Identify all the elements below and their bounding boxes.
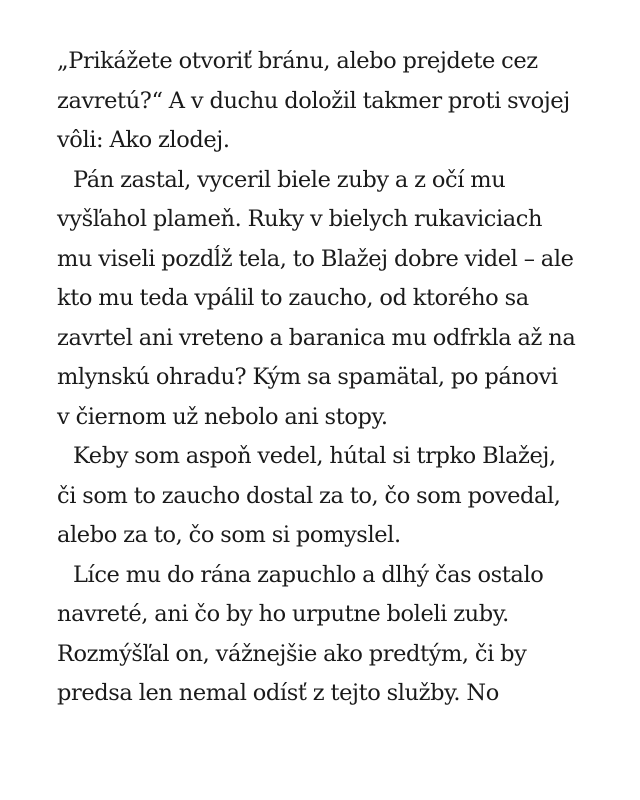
text-line: „Prikážete otvoriť bránu, alebo prejdete cez (57, 48, 538, 74)
text-line: v čiernom už nebolo ani stopy. (57, 403, 388, 430)
text-line: vyšľahol plameň. Ruky v bielych rukaviciach (57, 206, 543, 232)
text-line: kto mu teda vpálil to zaucho, od ktorého sa (57, 285, 529, 311)
text-line: alebo za to, čo som si pomyslel. (57, 522, 401, 548)
text-line: navreté, ani čo by ho urputne boleli zuby. (57, 601, 509, 627)
text-line: predsa len nemal odísť z tejto služby. No (57, 680, 499, 706)
text-line-paragraph-start: Keby som aspoň vedel, hútal si trpko Blažej, (73, 443, 556, 469)
text-line: Rozmýšľal on, vážnejšie ako predtým, či by (57, 640, 527, 667)
text-line: mu viseli pozdĺž tela, to Blažej dobre videl – ale (57, 245, 574, 272)
text-line: mlynskú ohradu? Kým sa spamätal, po pánovi (57, 364, 558, 390)
text-line: zavretú?“ A v duchu doložil takmer proti svojej (57, 87, 570, 114)
text-line-paragraph-start: Pán zastal, vyceril biele zuby a z očí mu (73, 166, 506, 193)
text-line: či som to zaucho dostal za to, čo som povedal, (57, 482, 561, 509)
text-line-paragraph-start: Líce mu do rána zapuchlo a dlhý čas ostalo (73, 561, 544, 588)
text-line: zavrtel ani vreteno a baranica mu odfrkla až na (57, 324, 576, 351)
text-line: vôli: Ako zlodej. (57, 127, 230, 153)
